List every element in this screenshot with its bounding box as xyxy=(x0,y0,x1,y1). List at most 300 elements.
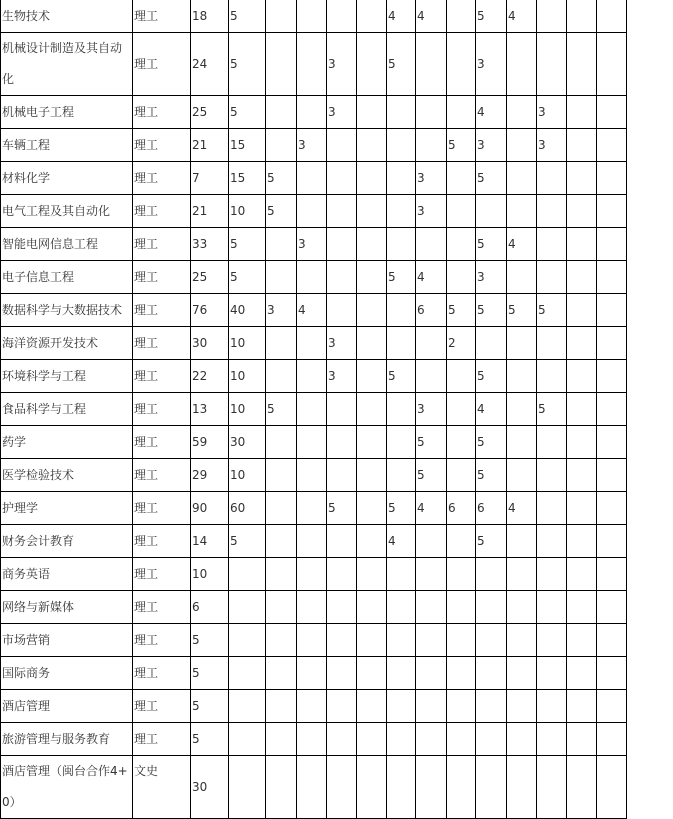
plan-count-cell xyxy=(416,360,447,393)
plan-count-cell xyxy=(537,492,567,525)
plan-count-cell xyxy=(447,591,476,624)
table-row xyxy=(1,195,673,228)
plan-count-cell xyxy=(507,690,537,723)
plan-count-cell xyxy=(507,624,537,657)
plan-count-cell xyxy=(597,591,627,624)
plan-count-cell xyxy=(567,591,597,624)
table-row xyxy=(1,492,673,525)
plan-count-cell xyxy=(297,393,327,426)
plan-count-cell xyxy=(537,690,567,723)
plan-count-cell xyxy=(266,327,297,360)
plan-count-cell: 3 xyxy=(327,360,357,393)
plan-count-cell xyxy=(357,393,387,426)
plan-count-cell xyxy=(537,723,567,756)
plan-count-cell xyxy=(297,360,327,393)
plan-count-cell xyxy=(327,525,357,558)
category-cell: 理工 xyxy=(133,96,191,129)
plan-count-cell xyxy=(537,756,567,819)
plan-count-cell xyxy=(416,558,447,591)
plan-count-cell xyxy=(327,0,357,33)
plan-count-cell xyxy=(476,723,507,756)
total-plan-cell: 21 xyxy=(191,129,229,162)
plan-count-cell: 5 xyxy=(447,294,476,327)
plan-count-cell xyxy=(597,228,627,261)
plan-count-cell: 5 xyxy=(229,261,266,294)
plan-count-cell: 5 xyxy=(229,33,266,96)
plan-count-cell xyxy=(447,261,476,294)
total-plan-cell: 5 xyxy=(191,723,229,756)
plan-count-cell: 3 xyxy=(297,228,327,261)
plan-count-cell xyxy=(597,426,627,459)
plan-count-cell xyxy=(387,591,416,624)
category-cell: 理工 xyxy=(133,162,191,195)
plan-count-cell xyxy=(416,690,447,723)
plan-count-cell: 3 xyxy=(416,162,447,195)
plan-count-cell xyxy=(447,459,476,492)
plan-count-cell xyxy=(537,525,567,558)
plan-count-cell xyxy=(327,228,357,261)
plan-count-cell xyxy=(357,294,387,327)
plan-count-cell xyxy=(597,129,627,162)
plan-count-cell xyxy=(537,261,567,294)
total-plan-cell: 90 xyxy=(191,492,229,525)
plan-count-cell: 5 xyxy=(476,426,507,459)
plan-count-cell xyxy=(387,426,416,459)
plan-count-cell xyxy=(447,690,476,723)
plan-count-cell: 5 xyxy=(537,294,567,327)
plan-count-cell xyxy=(357,591,387,624)
plan-count-cell xyxy=(447,162,476,195)
plan-count-cell xyxy=(229,624,266,657)
plan-count-cell: 6 xyxy=(416,294,447,327)
plan-count-cell xyxy=(567,426,597,459)
plan-count-cell: 5 xyxy=(416,426,447,459)
total-plan-cell: 5 xyxy=(191,690,229,723)
major-name-cell: 机械电子工程 xyxy=(1,96,133,129)
plan-count-cell: 40 xyxy=(229,294,266,327)
plan-count-cell: 3 xyxy=(476,33,507,96)
plan-count-cell xyxy=(387,393,416,426)
plan-count-cell: 5 xyxy=(476,459,507,492)
plan-count-cell xyxy=(537,426,567,459)
major-name-cell: 酒店管理（闽台合作4+0） xyxy=(1,756,133,819)
plan-count-cell xyxy=(327,624,357,657)
plan-count-cell xyxy=(597,657,627,690)
plan-count-cell xyxy=(387,162,416,195)
plan-count-cell xyxy=(297,195,327,228)
table-row xyxy=(1,360,673,393)
category-cell: 文史 xyxy=(133,756,191,819)
category-cell: 理工 xyxy=(133,129,191,162)
plan-count-cell xyxy=(387,129,416,162)
plan-count-cell xyxy=(229,558,266,591)
plan-count-cell xyxy=(297,261,327,294)
plan-count-cell xyxy=(537,327,567,360)
plan-count-cell xyxy=(297,0,327,33)
plan-count-cell xyxy=(327,756,357,819)
plan-count-cell xyxy=(476,558,507,591)
table-row xyxy=(1,129,673,162)
plan-count-cell xyxy=(537,558,567,591)
plan-count-cell xyxy=(537,624,567,657)
plan-count-cell xyxy=(447,195,476,228)
plan-count-cell xyxy=(357,195,387,228)
plan-count-cell xyxy=(266,591,297,624)
plan-count-cell: 2 xyxy=(447,327,476,360)
plan-count-cell xyxy=(387,96,416,129)
category-cell: 理工 xyxy=(133,0,191,33)
major-name-cell: 市场营销 xyxy=(1,624,133,657)
major-name-cell: 商务英语 xyxy=(1,558,133,591)
plan-count-cell xyxy=(297,690,327,723)
total-plan-cell: 13 xyxy=(191,393,229,426)
plan-count-cell: 6 xyxy=(476,492,507,525)
plan-count-cell xyxy=(327,591,357,624)
plan-count-cell xyxy=(387,327,416,360)
plan-count-cell xyxy=(387,756,416,819)
plan-count-cell xyxy=(507,96,537,129)
plan-count-cell xyxy=(297,492,327,525)
plan-count-cell: 10 xyxy=(229,459,266,492)
plan-count-cell: 30 xyxy=(229,426,266,459)
plan-count-cell: 5 xyxy=(229,0,266,33)
plan-count-cell xyxy=(266,657,297,690)
plan-count-cell xyxy=(297,591,327,624)
plan-count-cell xyxy=(537,195,567,228)
plan-count-cell xyxy=(327,690,357,723)
plan-count-cell xyxy=(387,624,416,657)
plan-count-cell xyxy=(357,723,387,756)
plan-count-cell: 5 xyxy=(476,294,507,327)
plan-count-cell xyxy=(597,195,627,228)
plan-count-cell xyxy=(357,162,387,195)
category-cell: 理工 xyxy=(133,33,191,96)
plan-count-cell xyxy=(597,393,627,426)
plan-count-cell xyxy=(567,33,597,96)
table-row xyxy=(1,261,673,294)
category-cell: 理工 xyxy=(133,360,191,393)
category-cell: 理工 xyxy=(133,228,191,261)
total-plan-cell: 24 xyxy=(191,33,229,96)
plan-count-cell xyxy=(567,195,597,228)
major-name-cell: 药学 xyxy=(1,426,133,459)
plan-count-cell: 3 xyxy=(327,327,357,360)
table-row xyxy=(1,624,673,657)
table-row xyxy=(1,756,673,819)
plan-count-cell xyxy=(507,459,537,492)
plan-count-cell: 10 xyxy=(229,327,266,360)
major-name-cell: 食品科学与工程 xyxy=(1,393,133,426)
plan-count-cell xyxy=(567,525,597,558)
plan-count-cell xyxy=(229,756,266,819)
plan-count-cell xyxy=(567,360,597,393)
plan-count-cell xyxy=(327,459,357,492)
table-row xyxy=(1,327,673,360)
plan-count-cell: 5 xyxy=(387,261,416,294)
plan-count-cell xyxy=(476,624,507,657)
plan-count-cell xyxy=(416,327,447,360)
plan-count-cell xyxy=(327,195,357,228)
table-row xyxy=(1,0,673,33)
plan-count-cell xyxy=(447,426,476,459)
category-cell: 理工 xyxy=(133,591,191,624)
plan-count-cell xyxy=(476,591,507,624)
category-cell: 理工 xyxy=(133,492,191,525)
total-plan-cell: 22 xyxy=(191,360,229,393)
plan-count-cell xyxy=(507,393,537,426)
plan-count-cell xyxy=(357,228,387,261)
plan-count-cell: 5 xyxy=(476,360,507,393)
plan-count-cell xyxy=(597,360,627,393)
plan-count-cell: 5 xyxy=(476,228,507,261)
plan-count-cell xyxy=(567,657,597,690)
plan-count-cell: 5 xyxy=(387,360,416,393)
plan-count-cell xyxy=(266,129,297,162)
plan-count-cell xyxy=(507,591,537,624)
plan-count-cell: 4 xyxy=(387,525,416,558)
plan-count-cell: 4 xyxy=(416,0,447,33)
plan-count-cell xyxy=(507,558,537,591)
plan-count-cell: 5 xyxy=(476,0,507,33)
plan-count-cell xyxy=(537,162,567,195)
plan-count-cell xyxy=(597,690,627,723)
plan-count-cell xyxy=(567,96,597,129)
plan-count-cell xyxy=(387,723,416,756)
plan-count-cell: 10 xyxy=(229,195,266,228)
plan-count-cell: 5 xyxy=(416,459,447,492)
category-cell: 理工 xyxy=(133,426,191,459)
plan-count-cell: 5 xyxy=(229,96,266,129)
plan-count-cell xyxy=(387,294,416,327)
plan-count-cell xyxy=(416,591,447,624)
plan-count-cell xyxy=(387,558,416,591)
plan-count-cell xyxy=(387,690,416,723)
plan-count-cell xyxy=(537,33,567,96)
plan-count-cell xyxy=(357,756,387,819)
plan-count-cell xyxy=(447,756,476,819)
plan-count-cell xyxy=(416,96,447,129)
plan-count-cell xyxy=(266,0,297,33)
category-cell: 理工 xyxy=(133,657,191,690)
plan-count-cell: 5 xyxy=(229,525,266,558)
plan-count-cell xyxy=(387,195,416,228)
plan-count-cell xyxy=(416,657,447,690)
plan-count-cell: 5 xyxy=(266,195,297,228)
plan-count-cell: 5 xyxy=(387,492,416,525)
table-row xyxy=(1,459,673,492)
plan-count-cell xyxy=(357,129,387,162)
table-row xyxy=(1,294,673,327)
plan-count-cell xyxy=(447,393,476,426)
category-cell: 理工 xyxy=(133,525,191,558)
major-name-cell: 智能电网信息工程 xyxy=(1,228,133,261)
table-row xyxy=(1,525,673,558)
plan-count-cell xyxy=(476,195,507,228)
plan-count-cell xyxy=(567,756,597,819)
plan-count-cell xyxy=(357,261,387,294)
total-plan-cell: 30 xyxy=(191,327,229,360)
plan-count-cell xyxy=(266,525,297,558)
plan-count-cell xyxy=(447,0,476,33)
plan-count-cell xyxy=(567,624,597,657)
plan-count-cell xyxy=(327,723,357,756)
plan-count-cell xyxy=(266,96,297,129)
total-plan-cell: 25 xyxy=(191,96,229,129)
major-name-cell: 国际商务 xyxy=(1,657,133,690)
major-name-cell: 财务会计教育 xyxy=(1,525,133,558)
major-name-cell: 酒店管理 xyxy=(1,690,133,723)
plan-count-cell xyxy=(507,261,537,294)
plan-count-cell: 3 xyxy=(297,129,327,162)
plan-count-cell: 5 xyxy=(229,228,266,261)
major-name-cell: 环境科学与工程 xyxy=(1,360,133,393)
total-plan-cell: 25 xyxy=(191,261,229,294)
plan-count-cell xyxy=(297,459,327,492)
plan-count-cell xyxy=(447,657,476,690)
plan-count-cell xyxy=(597,624,627,657)
plan-count-cell: 5 xyxy=(537,393,567,426)
plan-count-cell xyxy=(266,756,297,819)
plan-count-cell xyxy=(266,459,297,492)
plan-count-cell xyxy=(507,657,537,690)
plan-count-cell xyxy=(507,33,537,96)
plan-count-cell xyxy=(357,327,387,360)
category-cell: 理工 xyxy=(133,294,191,327)
plan-count-cell: 10 xyxy=(229,360,266,393)
plan-count-cell xyxy=(416,33,447,96)
plan-count-cell: 4 xyxy=(507,0,537,33)
plan-count-cell: 5 xyxy=(266,393,297,426)
category-cell: 理工 xyxy=(133,261,191,294)
plan-count-cell xyxy=(567,690,597,723)
total-plan-cell: 10 xyxy=(191,558,229,591)
plan-count-cell xyxy=(507,756,537,819)
table-row xyxy=(1,558,673,591)
plan-count-cell xyxy=(447,525,476,558)
plan-count-cell xyxy=(567,162,597,195)
plan-count-cell: 4 xyxy=(416,261,447,294)
total-plan-cell: 21 xyxy=(191,195,229,228)
plan-count-cell xyxy=(567,261,597,294)
total-plan-cell: 5 xyxy=(191,624,229,657)
plan-count-cell xyxy=(357,33,387,96)
plan-count-cell xyxy=(387,459,416,492)
plan-count-cell xyxy=(266,426,297,459)
plan-count-cell xyxy=(357,96,387,129)
plan-count-cell xyxy=(447,624,476,657)
plan-count-cell xyxy=(447,96,476,129)
plan-count-cell xyxy=(597,33,627,96)
table-body xyxy=(1,0,673,819)
plan-count-cell xyxy=(597,756,627,819)
table-row xyxy=(1,426,673,459)
total-plan-cell: 5 xyxy=(191,657,229,690)
table-row xyxy=(1,657,673,690)
plan-count-cell xyxy=(567,393,597,426)
major-name-cell: 电气工程及其自动化 xyxy=(1,195,133,228)
plan-count-cell xyxy=(266,492,297,525)
plan-count-cell: 3 xyxy=(416,393,447,426)
total-plan-cell: 18 xyxy=(191,0,229,33)
plan-count-cell xyxy=(357,426,387,459)
plan-count-cell: 60 xyxy=(229,492,266,525)
plan-count-cell: 4 xyxy=(476,96,507,129)
plan-count-cell xyxy=(387,657,416,690)
plan-count-cell xyxy=(357,624,387,657)
plan-count-cell xyxy=(597,0,627,33)
major-name-cell: 医学检验技术 xyxy=(1,459,133,492)
plan-count-cell xyxy=(266,723,297,756)
plan-count-cell xyxy=(507,426,537,459)
plan-count-cell xyxy=(507,723,537,756)
category-cell: 理工 xyxy=(133,723,191,756)
major-name-cell: 海洋资源开发技术 xyxy=(1,327,133,360)
plan-count-cell xyxy=(297,327,327,360)
plan-count-cell xyxy=(357,492,387,525)
plan-count-cell xyxy=(297,426,327,459)
table-row xyxy=(1,228,673,261)
plan-count-cell: 5 xyxy=(476,525,507,558)
total-plan-cell: 14 xyxy=(191,525,229,558)
plan-count-cell xyxy=(357,690,387,723)
plan-count-cell xyxy=(327,393,357,426)
plan-count-cell: 4 xyxy=(416,492,447,525)
plan-count-cell xyxy=(537,591,567,624)
plan-count-cell xyxy=(327,129,357,162)
plan-count-cell xyxy=(229,591,266,624)
plan-count-cell: 3 xyxy=(476,129,507,162)
plan-count-cell xyxy=(597,525,627,558)
plan-count-cell xyxy=(567,294,597,327)
plan-count-cell: 15 xyxy=(229,129,266,162)
plan-count-cell xyxy=(507,195,537,228)
plan-count-cell: 6 xyxy=(447,492,476,525)
plan-count-cell xyxy=(507,162,537,195)
plan-count-cell xyxy=(297,525,327,558)
major-name-cell: 车辆工程 xyxy=(1,129,133,162)
plan-count-cell xyxy=(229,723,266,756)
major-name-cell: 电子信息工程 xyxy=(1,261,133,294)
major-name-cell: 护理学 xyxy=(1,492,133,525)
plan-count-cell: 3 xyxy=(537,96,567,129)
plan-count-cell xyxy=(476,657,507,690)
plan-count-cell: 3 xyxy=(476,261,507,294)
plan-count-cell xyxy=(476,690,507,723)
plan-count-cell xyxy=(357,657,387,690)
plan-count-cell xyxy=(597,327,627,360)
major-name-cell: 数据科学与大数据技术 xyxy=(1,294,133,327)
plan-count-cell: 3 xyxy=(416,195,447,228)
plan-count-cell xyxy=(567,558,597,591)
plan-count-cell xyxy=(597,459,627,492)
plan-count-cell xyxy=(357,0,387,33)
plan-count-cell xyxy=(597,558,627,591)
plan-count-cell xyxy=(416,756,447,819)
plan-count-cell xyxy=(357,558,387,591)
plan-count-cell xyxy=(567,723,597,756)
plan-count-cell xyxy=(537,228,567,261)
category-cell: 理工 xyxy=(133,459,191,492)
table-row xyxy=(1,96,673,129)
plan-count-cell: 3 xyxy=(266,294,297,327)
plan-count-cell xyxy=(476,756,507,819)
plan-count-cell xyxy=(507,360,537,393)
plan-count-cell xyxy=(567,492,597,525)
major-name-cell: 材料化学 xyxy=(1,162,133,195)
major-name-cell: 机械设计制造及其自动化 xyxy=(1,33,133,96)
plan-count-cell xyxy=(229,657,266,690)
table-row xyxy=(1,33,673,96)
